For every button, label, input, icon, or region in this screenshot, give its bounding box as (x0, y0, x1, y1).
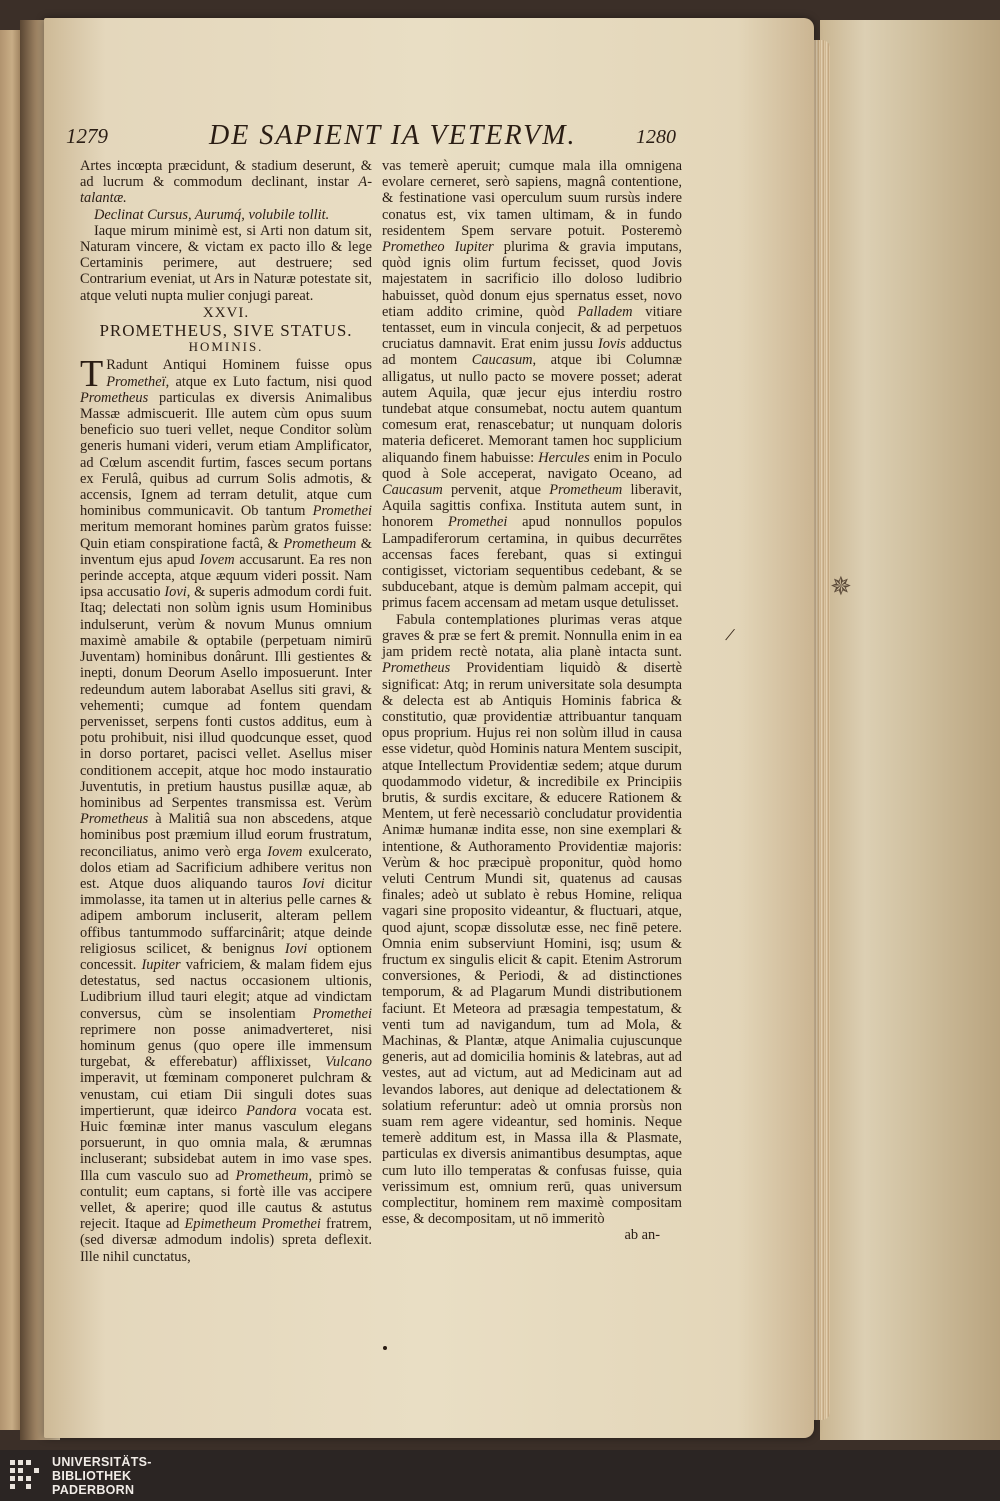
right-page-number: 1280 (636, 126, 676, 148)
text-line: & ad lucrum & commodum declinant, instar (80, 158, 372, 191)
library-name (52, 1455, 152, 1497)
verse-quote: Declinat Cursus, Aurumq́, volubile tollit. (94, 206, 330, 223)
text-paragraph: Fabula contemplationes plurimas veras atque graves & præ se fert & premit. Nonnulla enim in ea jam pridem rectè notata, alia planè intacta sunt. Prometheus Providentiam liquidò & disertè significat: Atq; in rerum universitate sola desumpta & delecta est ab Antiquis Hominis fabrica & constitutio, quæ providentiæ attribuantur tanquam opus proprium. Hujus rei non solùm illud in causa esse videtur, quòd Hominis natura Mentem suscipit, atque Intellectum Providentiæ sedem; atque durum quodammodo videtur, & incredibile ex Principiis brutis, & surdis excitare, & educere Rationem & Mentem, ut ferè necessariò concludatur providentia Animæ humanæ indita esse, non sine exemplari & intentione, & Authoramento Providentiæ majoris: Verùm & hoc præcipuè proponitur, quòd homo veluti Centrum Mundi sit, quatenus ad causas finales; adeò ut sublato è rebus Homine, reliqua vagari sine proposito videantur, & fluctuari, atque, quod ajunt, scopæ dissolutæ esse, nec finē petere. Omnia enim subserviunt Homini, isq; usum & fructum ex singulis elicit & capit. Etenim Astrorum conversiones, & Periodi, & ad distinctiones temporum, & ad Plagarum Mundi distributionem faciunt. Et Meteora ad præsagia tempestatum, & venti tum ad navigandum, tum ad Mola, & Machinas, & Plantæ, atque Animalia cujuscunque generis, aut ad domicilia hominis & latebras, aut ad vestes, aut ad victum, aut ad Medicinam aut ad levandos labores, aut denique ad delectationem & solatium referuntur: adeò ut omnia prorsùs non suam rem agere videantur, sed hominis. Neque temerè additum est, in Massa illa & Plasmate, particulas ex diversis animantibus desumptas, aque cum luto illo temperatas & confusas fuisse, quia verissimum est, omnium rerū, quas universum complectitur, hominem rem maximè compositam esse, & decompositam, ut nō immeritò (382, 611, 682, 1228)
library-name-line: UNIVERSITÄTS- (52, 1455, 152, 1469)
text-line: Artes incœpta præcidunt, & stadium deserunt, (80, 158, 356, 174)
page-header (66, 120, 696, 158)
text-paragraph: vas temerè aperuit; cumque mala illa omnigena evolare cerneret, serò sapiens, magnâ contentione, & festinatione vasi operculum suum rursùs indere conatus est, vix tamen ultimam, & in fundo residentem Spem servare potuit. Posteremò Prometheo Iupiter plurima & gravia imputans, quòd ignis olim furtum fecisset, quod Jovis majestatem in sacrificio illo doloso ludibrio habuisset, quòd donum ejus spernatus esset, novo etiam addito crimine, quòd Palladem vitiare tentasset, eum in vincula conjecit, & ad perpetuos cruciatus damnavit. Erat enim jussu Iovis adductus ad montem Caucasum, atque ibi Columnæ alligatus, ut nullo pacto se movere posset; aderat autem Aquila, quæ jecur ejus interdiu rostro tundebat atque consumebat, noctu autem quantum comesum erat, renascebatur; ut nunquam doloris materia deficeret. Memorant tamen hoc supplicium aliquando finem habuisse: Hercules enim in Poculo quod à Sole acceperat, navigato Oceano, ad Caucasum pervenit, atque Prometheum liberavit, Aquila sagittis confixa. Instituta autem sunt, in honorem Promethei apud nonnullos populos Lampadiferorum certamina, in quibus decurrētes accensas faces ferebant, quas si extingui contigisset, victoriam sequentibus cedebant, & se subducebant, atque is demùm palmam accepit, qui primus facem accensam ad metam usque detulisset. (382, 158, 683, 612)
library-name-line: PADERBORN (52, 1483, 135, 1497)
margin-mark-icon: / (723, 623, 737, 647)
ink-dot (383, 1346, 387, 1350)
library-name-line: BIBLIOTHEK (52, 1469, 132, 1483)
vellum-cover (820, 20, 1000, 1440)
right-column (382, 158, 682, 1244)
left-column (80, 158, 372, 1265)
text-paragraph (80, 158, 372, 207)
drop-cap: T (80, 353, 104, 396)
italic-text: talantæ. (80, 190, 127, 207)
library-footer (0, 1450, 1000, 1501)
chapter-subtitle: HOMINIS. (188, 339, 264, 355)
text-paragraph: Iaque mirum minimè est, si Arti non datum sit, Naturam vincere, & victam ex pacto illo & lege Certaminis perimere, aut destruere; sed Contrarium eveniat, ut Ars in Naturæ potestate sit, atque veluti nupta mulier conjugi pareat. (80, 222, 372, 304)
catchword: ab an- (624, 1227, 660, 1244)
library-logo-icon (8, 1457, 44, 1495)
running-title: DE SAPIENT IA VETERVM. (209, 120, 577, 151)
chapter-number: XXVI. (202, 304, 250, 321)
left-page-number: 1279 (66, 124, 108, 148)
chapter-text: T Radunt Antiqui Hominem fuisse opus Prometheï, atque ex Luto factum, nisi quod Prometheus particulas ex diversis Animalibus Massæ admiscuerit. Ille autem cùm opus suum beneficio suo tueri vellet, neque Conditor solùm generis humani videri, verum etiam Amplificator, ad Cœlum ascendit furtim, fasces secum portans ex Ferulâ, quibus ad currum Solis admotis, & accensis, Ignem ad terram detulit, atque cum hominibus communicavit. Ob tantum Promethei meritum memorant homines parùm gratos fuisse: Quin etiam conspiratione factâ, & Prometheum & inventum ejus apud Iovem accusarunt. Ea res non perinde accepta, atque æquum videri possit. Nam ipsa accusatio Iovi, & superis admodum cordi fuit. Itaq; delectati non solùm ignis usum Hominibus indulserunt, verùm & novum Munus omnium maximè amabile & optabile (perpetuam nimirū Juventam) hominibus donârunt. Illi gestientes & inepti, donum Deorum Asello imposuerunt. Inter redeundum autem laborabat Asellus siti gravi, & vehementi; cumque ad fontem quendam pervenisset, serpens fonti custos additus, eum à potu prohibuit, nisi illud quodcunque esset, quod in dorso portaret, pacisci vellet. Asellus miser conditionem accepit, atque hoc modo instauratio Juventutis, in pretium haustus pusillæ aquæ, ab hominibus ad Serpentes transmissa est. Verùm Prometheus à Malitiâ sua non abscedens, atque hominibus post præmium illud eorum frustratum, reconciliatus, animo verò erga Iovem exulcerato, dolos etiam ad Sacrificium adhibere veritus non est. Atque duos aliquando tauros Iovi dicitur immolasse, ita tamen ut in alterius pelle carnes & adipem amborum incluserit, alteram pellem offibus tantummodo suffarcinârit; atque deinde religiosus scilicet, & benignus Iovi optionem concessit. Iupiter vafriciem, & malam fidem ejus detestatus, sed nactus occasionem ultionis, Ludibrium illud tauri elegit; atque ad vindictam conversus, cùm se insolentiam Promethei reprimere non posse animadverteret, nisi hominum genus (quo opere ille immensum turgebat, & efferebatur) afflixisset, Vulcano imperavit, ut fœminam componeret pulchram & venustam, cui etiam Dii singuli dotes suas impertierunt, quæ ideirco Pandora vocata est. Huic fœminæ inter manus vasculum elegans porsuerunt, in quo omnia mala, & ærumnas incluserant; subsidebat autem in imo vase spes. Illa cum vasculo suo ad Prometheum, primò se contulit; eum captans, si fortè ille vas accipere vellet, & aperire; quod ille cautus & astutus rejecit. Itaque ad Epimetheum Promethei fratrem, (sed diversæ admodum indolis) spreta deflexit. Ille nihil cunctatus, (80, 353, 372, 1265)
italic-text: A- (358, 174, 372, 191)
cover-ornament-icon: ✵ (830, 572, 852, 602)
chapter-title: PROMETHEUS, SIVE STATUS. (99, 321, 353, 341)
